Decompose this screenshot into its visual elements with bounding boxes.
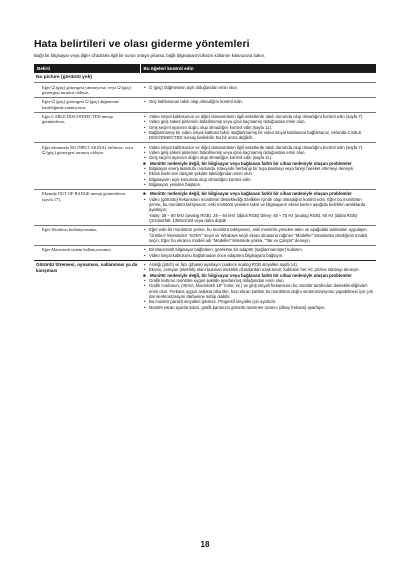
check-item: • Grafik modunun, (VESA, Macintosh 19″ Color, vs.) ve giriş sinyali frekansının bu monitör tarafından desteklendiğinden emin olun. Frekans uygun aralıkta olsa bile, bazı ekran kartları bu monitörün doğru senkronizasyonu yapabilmesi için çok dar senkronizasyon darbesine sahip olabilir.: [143, 283, 373, 299]
frequency-note: Yatay: 28 – 80 kHz (analog RGB), 28 – 64 kHz (dijital RGB) Dikey: 48 – 75 Hz (analog RGB), 60 Hz (dijital RGB) Çözünürlük: 1280x1024 veya daha düşük: [149, 212, 358, 223]
check-item: • Video giriş soketi pinlerinin bükülmemiş veya içine kaçmamış olduğundan emin olun.: [143, 119, 373, 124]
troubleshooting-page: [34, 38, 376, 311]
intro-text: Bağlı bir bilgisayar veya diğer cihazlarla ilgili bir sorun ortaya çıkarsa, bağlı bilgisayarın/cihazın kullanım kılavuzuna bakın.: [34, 53, 266, 58]
external-cause-heading: ■ Monitör nedeniyle değil, bir bilgisayar veya bağlanan farklı bir cihaz nedeniyle oluşan problemler: [143, 273, 373, 278]
section-heading-flicker: Görüntü titremesi, oynaması, sallanması ya da karışması: [34, 260, 140, 311]
check-item: • Bilgisayar enerji tasarrufu modunda. Klavyede herhangi bir tuşa basmayı veya fareyi hareket ettirmeyi deneyin.: [143, 166, 373, 171]
table-row: [34, 189, 376, 225]
check-item: • Bu monitör parazit sinyalleri işlemez. Progresif sinyaller için ayarlıdır.: [143, 299, 373, 304]
header-symptom: Belirti: [34, 64, 140, 72]
check-item: • Eğer eski bir monitörün yerine, bu monitörü taktıysanız, eski monitörü yeniden takın ve aşağıdaki talimatları uygulayın. “Üretilen” listesinden “SONY” seçin ve Windows seçili ekran olmasına rağmen “Modeller” listesinden istediğiniz modeli seçin. Eğer bu ekranın modeli adı “Modeller” listesinde yoksa, “Tak ve Çalıştır” deneyin.: [143, 227, 373, 243]
checks-cell: [140, 189, 376, 225]
checks-cell: [140, 260, 376, 311]
table-row: [34, 260, 376, 311]
check-item: • Grafik kartının monitöre uygun şekilde ayarlanmış olduğundan emin olun.: [143, 278, 373, 283]
checks-cell: [140, 143, 376, 190]
check-item: • Bilgisayarın açık konumda olup olmadığını kontrol edin.: [143, 177, 373, 182]
symptom-cell: Ekranda OUT OF RANGE mesajı görünürlerse (sayfa 17),: [34, 189, 140, 225]
check-item: • Bağlanmamış bir video sinyal kablosu takılı. Bağlanmamış bir video sinyal kablosunu bağlarsanız, ekranda CABLE DISCONNECTED mesajı belirebilir. Bu bir arıza değildir.: [143, 130, 373, 141]
check-item: • Güç kablosunun takılı olup olmadığını kontrol edin.: [143, 99, 373, 104]
check-item: • Giriş seçimi ayarının doğru olup olmadığını kontrol edin (sayfa 11).: [143, 125, 373, 130]
troubleshooting-table: [34, 64, 376, 311]
check-item: • Aralığı (pitch) ve fazı (phase) ayarlayın (sadece analog RGB sinyalleri sayfa 14).: [143, 262, 373, 267]
external-cause-heading: ■ Monitör nedeniyle değil, bir bilgisayar veya bağlanan farklı bir cihaz nedeniyle oluşan problemler: [143, 161, 373, 166]
checks-cell: [140, 112, 376, 143]
check-item: • Ekranı, cereyan (elektrik) alanı bulunan elektrikli cihazlardan uzak tutun; kabloları her AC prizine takmayı deneyin.: [143, 267, 373, 272]
checks-cell: [140, 97, 376, 112]
table-row: [34, 225, 376, 245]
external-cause-heading: ■ Monitör nedeniyle değil, bir bilgisayar veya bağlanan farklı bir cihaz nedeniyle oluşan problemler: [143, 191, 373, 196]
header-checks: Bu öğeleri kontrol edin: [140, 64, 376, 72]
check-item: • Video (görüntü) frekansının monitörün desteklediği özellikler içinde olup olmadığını kontrol edin. Eğer bu monitörün yerine, bu monitörü taktıysanız, eski monitörü yeniden takın ve bilgisayarın ekran kartını aşağıda belirtilen aralıklarda ayarlayın:: [143, 197, 373, 213]
check-item: • Video sinyal kablosunun ve diğer donanımların ilgili soketlerde takılı durumda olup olmadığını kontrol edin (sayfa 7).: [143, 114, 373, 119]
section-row: [34, 73, 376, 83]
table-row: [34, 245, 376, 260]
check-item: • Bir Macintosh bilgisayar bağlarken, gerekirse bir adaptör (sağlanmamıştır) kullanın.: [143, 247, 373, 252]
symptom-cell: Eğer ⏻ (güç) göstergesi yanmıyorsa, veya ⏻ (güç) göstergesi turuncu oldiyse,: [34, 82, 140, 97]
page-title: Hata belirtileri ve olası giderme yöntemleri: [34, 38, 250, 50]
check-item: • Giriş seçimi ayarının doğru olup olmadığını kontrol edin (sayfa 11).: [143, 155, 373, 160]
table-header-row: [34, 64, 376, 72]
check-item: • Bilgisayarı yeniden başlatın.: [143, 182, 373, 187]
table-row: [34, 143, 376, 190]
symptom-cell: Eğer ⏻ (güç) göstergesi ⏻ (güç) düğmesine basıldığında yanmıyorsa,: [34, 97, 140, 112]
table-row: [34, 82, 376, 97]
table-row: [34, 97, 376, 112]
check-item: • Video giriş soketi pinlerinin bükülmemiş veya içine kaçmamış olduğundan emin olun.: [143, 150, 373, 155]
checks-cell: [140, 225, 376, 245]
symptom-cell: Eğer CABLE DISCONNECTED mesajı görünürlerse,: [34, 112, 140, 143]
symptom-cell: Eğer Macintosh sistem kullanıyorsanız,: [34, 245, 140, 260]
check-item: • Ekran kartınızın düzgün şekilde takıldığından emin olun.: [143, 171, 373, 176]
symptom-cell: Eğer Windows kullanıyorsanız,: [34, 225, 140, 245]
check-item: • ⏻ (güç) düğmesinin açık olduğundan emin olun.: [143, 85, 373, 90]
section-heading-no-picture: No picture (görüntü yok): [34, 73, 376, 83]
check-item: • Video sinyal kablosunu bağlamadan önce adaptörü bilgisayara bağlayın.: [143, 253, 373, 258]
check-item: • Video sinyal kablosunun ve diğer donanımların ilgili soketlerde takılı durumda olup olmadığını kontrol edin (sayfa 7).: [143, 145, 373, 150]
checks-cell: [140, 245, 376, 260]
table-row: [34, 112, 376, 143]
symptom-cell: Eğer ekranında NO INPUT SIGNAL belirirse, veya ⏻ (güç) göstergesi turuncu oldiyse,: [34, 143, 140, 190]
checks-cell: [140, 82, 376, 97]
check-item: • Monitör ekran ayarlarından, grafik kartınızın görüntü tazeleme oranını (dikey frekans) ayarlayın.: [143, 305, 373, 310]
page-number: 18: [200, 540, 210, 549]
